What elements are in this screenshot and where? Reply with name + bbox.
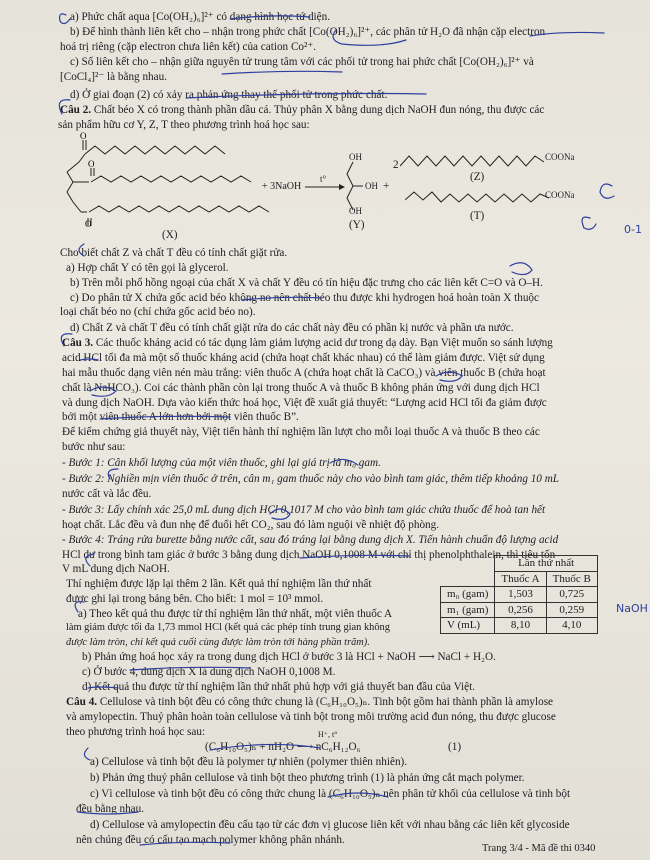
q3-step4-cont: HCl dư trong bình tam giác ở bước 3 bằng dung dịch NaOH 0,1008 M với chỉ thị phenolphthalein, thì tiêu tốn <box>62 549 556 561</box>
q2-b: b) Trên mỗi phổ hồng ngoại của chất X và chất Y đều có tín hiệu đặc trưng cho các liên kết C=O và O–H. <box>70 277 543 289</box>
pen-underline-hypothesis <box>100 416 230 419</box>
plus-sign: + <box>383 180 390 192</box>
table-cell: 0,259 <box>546 602 597 618</box>
pen-doodle-2 <box>582 217 596 229</box>
q1-c: c) Số liên kết cho – nhận giữa nguyên tử trung tâm với các phối tử trong hai phức chất [Co(OH₂)₆]²⁺ và <box>70 56 534 68</box>
pen-underline-1a <box>230 16 310 19</box>
q3-step3-cont: hoạt chất. Lắc đều và đun nhẹ để đuổi hết CO₂, sau đó làm nguội về nhiệt độ phòng. <box>62 519 440 531</box>
q3-p3: hai mẫu thuốc dạng viên nén màu trắng: viên thuốc A (chứa hoạt chất là CaCO₃) và viên thuốc B (chứa hoạt <box>62 367 546 379</box>
pen-circle-formula <box>328 793 388 797</box>
table-row-label: V (mL) <box>441 618 495 634</box>
q3-step3: - Bước 3: Lấy chính xác 25,0 mL dung dịch HCl 0,1017 M cho vào bình tam giác chứa thuốc để hoà tan hết <box>62 504 546 516</box>
pen-underline-naoh <box>300 555 410 558</box>
page-footer: Trang 3/4 - Mã đề thi 0340 <box>482 843 596 854</box>
q3-p2: acid HCl tối đa mà một số thuốc kháng acid (chứa hoạt chất khác nhau) có thể làm giảm được. Việt sử dụng <box>62 352 545 364</box>
q3-title: Câu 3. <box>62 337 94 349</box>
q4-title: Câu 4. <box>66 696 98 708</box>
q3-r2: được ghi lại trong bảng bên. Cho biết: 1 mol = 10³ mmol. <box>66 593 324 605</box>
q1-b-cont: hoá trị riêng (cặp electron chưa liên kết) của cation Co²⁺. <box>60 41 317 53</box>
q3-step4-cont2: V mL dung dịch NaOH. <box>62 563 170 575</box>
label-t: (T) <box>470 210 485 222</box>
q3-p7: Để kiểm chứng giả thuyết này, Việt tiến hành thí nghiệm lần lượt cho mỗi loại thuốc A và thuốc B theo các <box>62 426 540 438</box>
pen-mark-4a <box>84 748 90 760</box>
carbonyl-o-1: O <box>80 132 87 141</box>
pen-mark-2a <box>79 244 84 256</box>
q3-a-cont: làm giảm được tối đa 1,73 mmol HCl (kết quả các phép tính trung gian không <box>66 622 390 633</box>
q4-p2: và amylopectin. Thuỷ phân hoàn toàn cellulose và tinh bột trong môi trường acid đun nóng, thu được glucose <box>66 711 556 723</box>
coona-z: COONa <box>545 152 575 162</box>
label-z: (Z) <box>470 171 485 183</box>
q4-c: c) Vì cellulose và tinh bột đều có công thức chung là (C₆H₁₀O₅)ₙ nên phân tử khối của cellulose và tinh bột <box>90 788 571 800</box>
q3-a: a) Theo kết quả thu được từ thí nghiệm lần thứ nhất, một viên thuốc A <box>78 608 393 620</box>
q1-c-cont: [CoCl₄]²⁻ là bằng nhau. <box>60 71 167 83</box>
table-col-a: Thuốc A <box>495 571 546 587</box>
pen-mark-3a <box>75 602 84 612</box>
q4-a: a) Cellulose và tinh bột đều là polymer tự nhiên (polymer thiên nhiên). <box>90 756 408 768</box>
pen-circle-caco3 <box>436 372 462 381</box>
q4-equation-condition: H⁺, t° <box>318 730 338 739</box>
pen-mark-v <box>86 554 94 566</box>
table-cell: 0,725 <box>546 587 597 603</box>
table-cell: 8,10 <box>495 618 546 634</box>
q2-note: Cho biết chất Z và chất T đều có tính chất giặt rửa. <box>60 247 288 259</box>
pen-circle-co <box>510 263 532 275</box>
pen-box-complex <box>333 30 406 45</box>
q4-c-cont: đều bằng nhau. <box>76 803 145 815</box>
pen-underline-4c <box>78 812 138 814</box>
table-row-label: m₀ (gam) <box>441 587 495 603</box>
pen-mark-hcl <box>80 359 98 360</box>
q3-step2: - Bước 2: Nghiền mịn viên thuốc ở trên, cân m₁ gam thuốc này cho vào bình tam giác, thêm tiếp khoảng 10 mL <box>62 473 559 485</box>
q2-intro-text: Chất béo X có trong thành phần dầu cá. Thủy phân X bằng dung dịch NaOH đun nóng, thu được các <box>93 104 545 116</box>
q3-p4: chất là NaHCO₃). Coi các thành phần còn lại trong thuốc A và thuốc B không phản ứng với dung dịch HCl <box>62 382 540 394</box>
table-col-b: Thuốc B <box>546 571 597 587</box>
q4-d: d) Cellulose và amylopectin đều cấu tạo từ các đơn vị glucose liên kết với nhau bằng các liên kết glycoside <box>90 819 570 831</box>
pen-underline-1c <box>222 71 342 74</box>
q4-d-cont: nên chúng đều có cấu tạo mạch polymer không phân nhánh. <box>76 834 345 846</box>
q3-step2-cont: nước cất và lắc đều. <box>62 488 152 500</box>
pen-curve-eq <box>210 744 320 750</box>
pen-doodle-1 <box>600 184 614 198</box>
q3-p1-text: Các thuốc kháng acid có tác dụng làm giảm lượng acid dư trong dạ dày. Bạn Việt muốn so sánh lượng <box>95 337 553 349</box>
q1-d: d) Ở giai đoạn (2) có xảy ra phản ứng thay thế phối tử trong phức chất. <box>70 89 388 101</box>
pen-circle-hcl <box>270 509 290 519</box>
table-row-label: m₁ (gam) <box>441 602 495 618</box>
q4-p3: theo phương trình hoá học sau: <box>66 726 206 738</box>
table-cell: 1,503 <box>495 587 546 603</box>
q4-p1-text: Cellulose và tinh bột đều có công thức chung là (C₆H₁₀O₅)ₙ. Tinh bột gồm hai thành phần là amylose <box>99 696 554 708</box>
q2-c-cont: loại chất béo no (chỉ chứa gốc acid béo no). <box>60 306 256 318</box>
margin-note-naoh: NaOH <box>616 602 648 615</box>
q3-b: b) Phản ứng hoá học xảy ra trong dung dịch HCl ở bước 3 là HCl + NaOH ⟶ NaCl + H₂O. <box>82 651 496 663</box>
oh-bottom: OH <box>349 206 362 216</box>
q1-a: a) Phức chất aqua [Co(OH₂)₆]²⁺ có dạng hình học tứ diện. <box>70 11 331 23</box>
carbonyl-o-2: O <box>88 159 95 169</box>
q2-a: a) Hợp chất Y có tên gọi là glycerol. <box>66 262 229 274</box>
pen-underline-1d <box>186 94 426 99</box>
pen-circle-m0 <box>330 459 358 465</box>
q3-a-cont2: được làm tròn, chỉ kết quả cuối cùng được làm tròn tới hàng phần trăm). <box>66 637 370 648</box>
label-x: (X) <box>162 229 178 241</box>
q2-c: c) Do phân tử X chứa gốc acid béo không no nên chất béo thu được khi hydrogen hoá hoàn toàn X thuộc <box>70 292 539 304</box>
pen-mark-step2 <box>108 469 118 479</box>
q3-r1: Thí nghiệm được lặp lại thêm 2 lần. Kết quả thí nghiệm lần thứ nhất <box>66 578 372 590</box>
table-cell: 4,10 <box>546 618 597 634</box>
q2-title: Câu 2. <box>60 104 92 116</box>
reagent-naoh: + 3NaOH <box>262 181 302 192</box>
q4-b: b) Phản ứng thuỷ phân cellulose và tinh bột theo phương trình (1) là phản ứng cắt mạch polymer. <box>90 772 525 784</box>
q3-p6: bởi một viên thuốc A lớn hơn bởi một viên thuốc B”. <box>62 411 299 423</box>
q3-p8: bước như sau: <box>62 441 126 453</box>
q4-equation-number: (1) <box>448 741 462 753</box>
q4-equation: (C₆H₁₀O₅)ₙ + nH₂O ⟶ nC₆H₁₂O₆ <box>205 741 361 753</box>
q3-d: d) Kết quả thu được từ thí nghiệm lần thứ nhất phủ hợp với giả thuyết ban đầu của Việt. <box>82 681 475 693</box>
table-caption: Lần thứ nhất <box>495 556 597 572</box>
label-y: (Y) <box>349 219 365 231</box>
pen-circle-nahco3 <box>90 387 116 396</box>
reaction-condition: t° <box>320 174 327 184</box>
pen-circle-q2 <box>59 100 70 114</box>
pen-underline-4d <box>140 842 230 845</box>
pen-underline-1b <box>530 32 604 36</box>
q1-b: b) Để hình thành liên kết cho – nhận trong phức chất [Co(OH₂)₆]²⁺, các phân tử H₂O đã nhận cặp electron <box>70 26 546 38</box>
q3-step4: - Bước 4: Tráng rửa burette bằng nước cất, sau đó tráng lại bằng dung dịch X. Tiến hành chuẩn độ lượng acid <box>62 534 559 546</box>
q2-intro-cont: sản phẩm hữu cơ Y, Z, T theo phương trình hoá học sau: <box>58 119 310 131</box>
pen-circle-1a <box>60 14 70 24</box>
q3-c: c) Ở bước 4, dung dịch X là dung dịch NaOH 0,1008 M. <box>82 666 336 678</box>
pen-underline-2c <box>242 297 322 300</box>
oh-top: OH <box>349 152 362 162</box>
coefficient-2: 2 <box>393 159 399 171</box>
q3-step1: - Bước 1: Cân khối lượng của một viên thuốc, ghi lại giá trị là m₀ gam. <box>62 457 381 469</box>
margin-note-range: 0-1 <box>624 223 642 236</box>
coona-t: COONa <box>545 190 575 200</box>
pen-circle-q3 <box>61 334 72 346</box>
q2-d: d) Chất Z và chất T đều có tính chất giặt rửa do các chất này đều có phần kị nước và phần ưa nước. <box>70 322 514 334</box>
carbonyl-o-3: O <box>85 219 92 227</box>
q3-p5: và dung dịch NaOH. Dựa vào kiến thức hoá học, Việt đề xuất giả thuyết: “Lượng acid HCl tối đa giảm được <box>62 397 547 409</box>
table-cell: 0,256 <box>495 602 546 618</box>
pen-underline-3c <box>130 667 250 670</box>
oh-middle: OH <box>365 181 378 191</box>
pen-mark-3d <box>88 687 118 688</box>
